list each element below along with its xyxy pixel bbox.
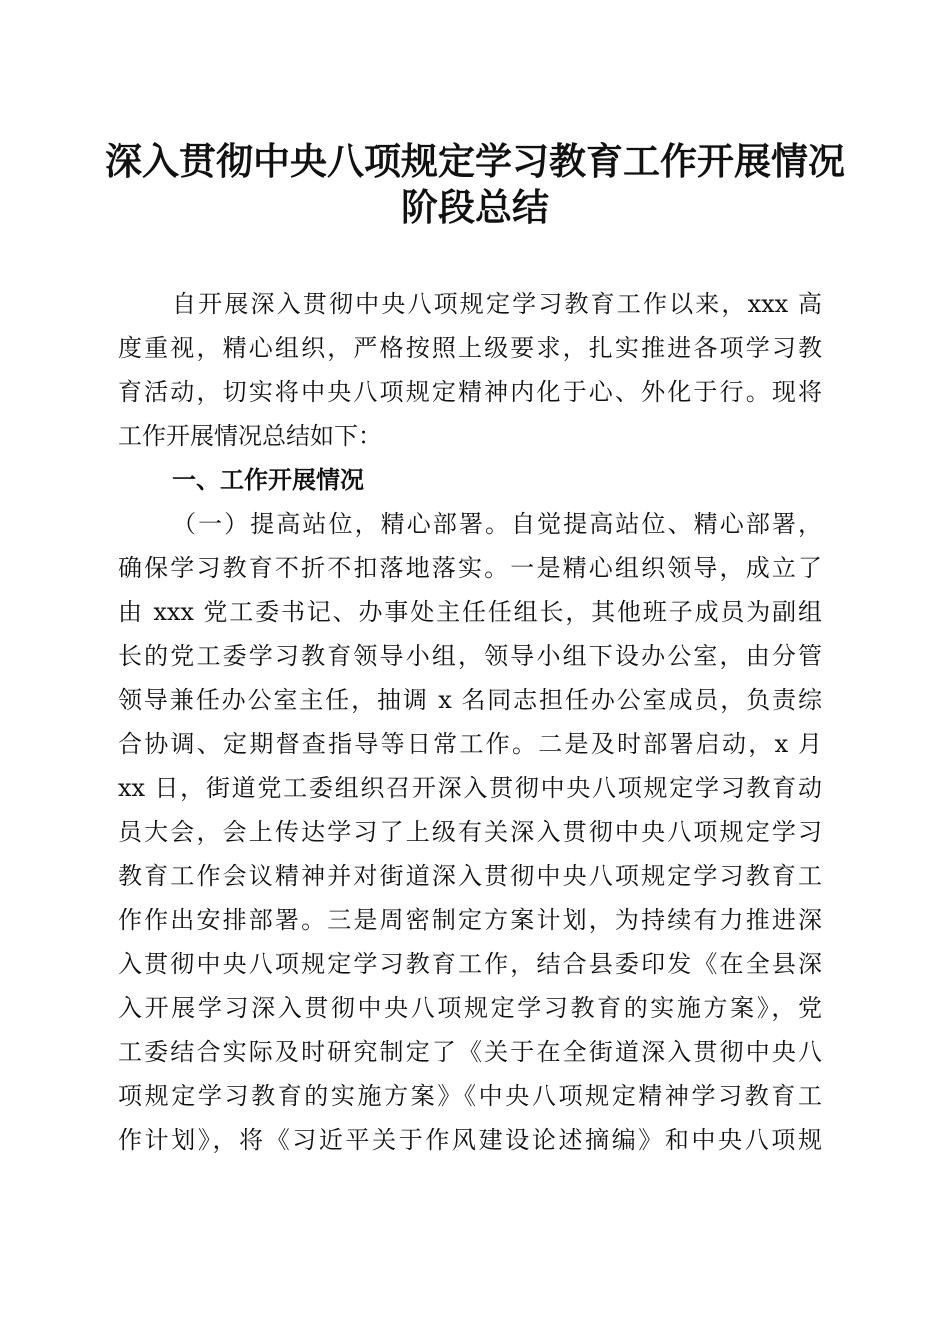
- body-line: （一）提高站位，精心部署。自觉提高站位、精心部署，: [172, 510, 822, 538]
- intro-line: 度重视，精心组织，严格按照上级要求，扎实推进各项学习教: [118, 334, 822, 362]
- body-line: 确保学习教育不折不扣落地落实。一是精心组织领导，成立了: [118, 554, 822, 582]
- body-line: 作计划》，将《习近平关于作风建设论述摘编》和中央八项规: [118, 1126, 822, 1154]
- body-line: 入贯彻中央八项规定学习教育工作，结合县委印发《在全县深: [118, 950, 822, 978]
- body-line: 作作出安排部署。三是周密制定方案计划，为持续有力推进深: [118, 906, 822, 934]
- body-line: 长的党工委学习教育领导小组，领导小组下设办公室，由分管: [118, 642, 822, 670]
- intro-line: 自开展深入贯彻中央八项规定学习教育工作以来，xxx 高: [172, 290, 822, 318]
- body-line: 领导兼任办公室主任，抽调 x 名同志担任办公室成员，负责综: [118, 686, 822, 714]
- body-line: 合协调、定期督查指导等日常工作。二是及时部署启动，x 月: [118, 730, 822, 758]
- document-title-line-1: 深入贯彻中央八项规定学习教育工作开展情况: [105, 139, 845, 183]
- intro-line: 工作开展情况总结如下：: [118, 422, 382, 450]
- body-line: xx 日，街道党工委组织召开深入贯彻中央八项规定学习教育动: [118, 774, 822, 802]
- body-line: 由 xxx 党工委书记、办事处主任任组长，其他班子成员为副组: [118, 598, 822, 626]
- body-line: 员大会，会上传达学习了上级有关深入贯彻中央八项规定学习: [118, 818, 822, 846]
- body-line: 入开展学习深入贯彻中央八项规定学习教育的实施方案》，党: [118, 994, 822, 1022]
- document-title-line-2: 阶段总结: [401, 185, 549, 229]
- body-line: 项规定学习教育的实施方案》《中央八项规定精神学习教育工: [118, 1082, 822, 1110]
- body-line: 教育工作会议精神并对街道深入贯彻中央八项规定学习教育工: [118, 862, 822, 890]
- intro-line: 育活动，切实将中央八项规定精神内化于心、外化于行。现将: [118, 378, 822, 406]
- body-line: 工委结合实际及时研究制定了《关于在全街道深入贯彻中央八: [118, 1038, 822, 1066]
- section-heading: 一、工作开展情况: [172, 466, 364, 494]
